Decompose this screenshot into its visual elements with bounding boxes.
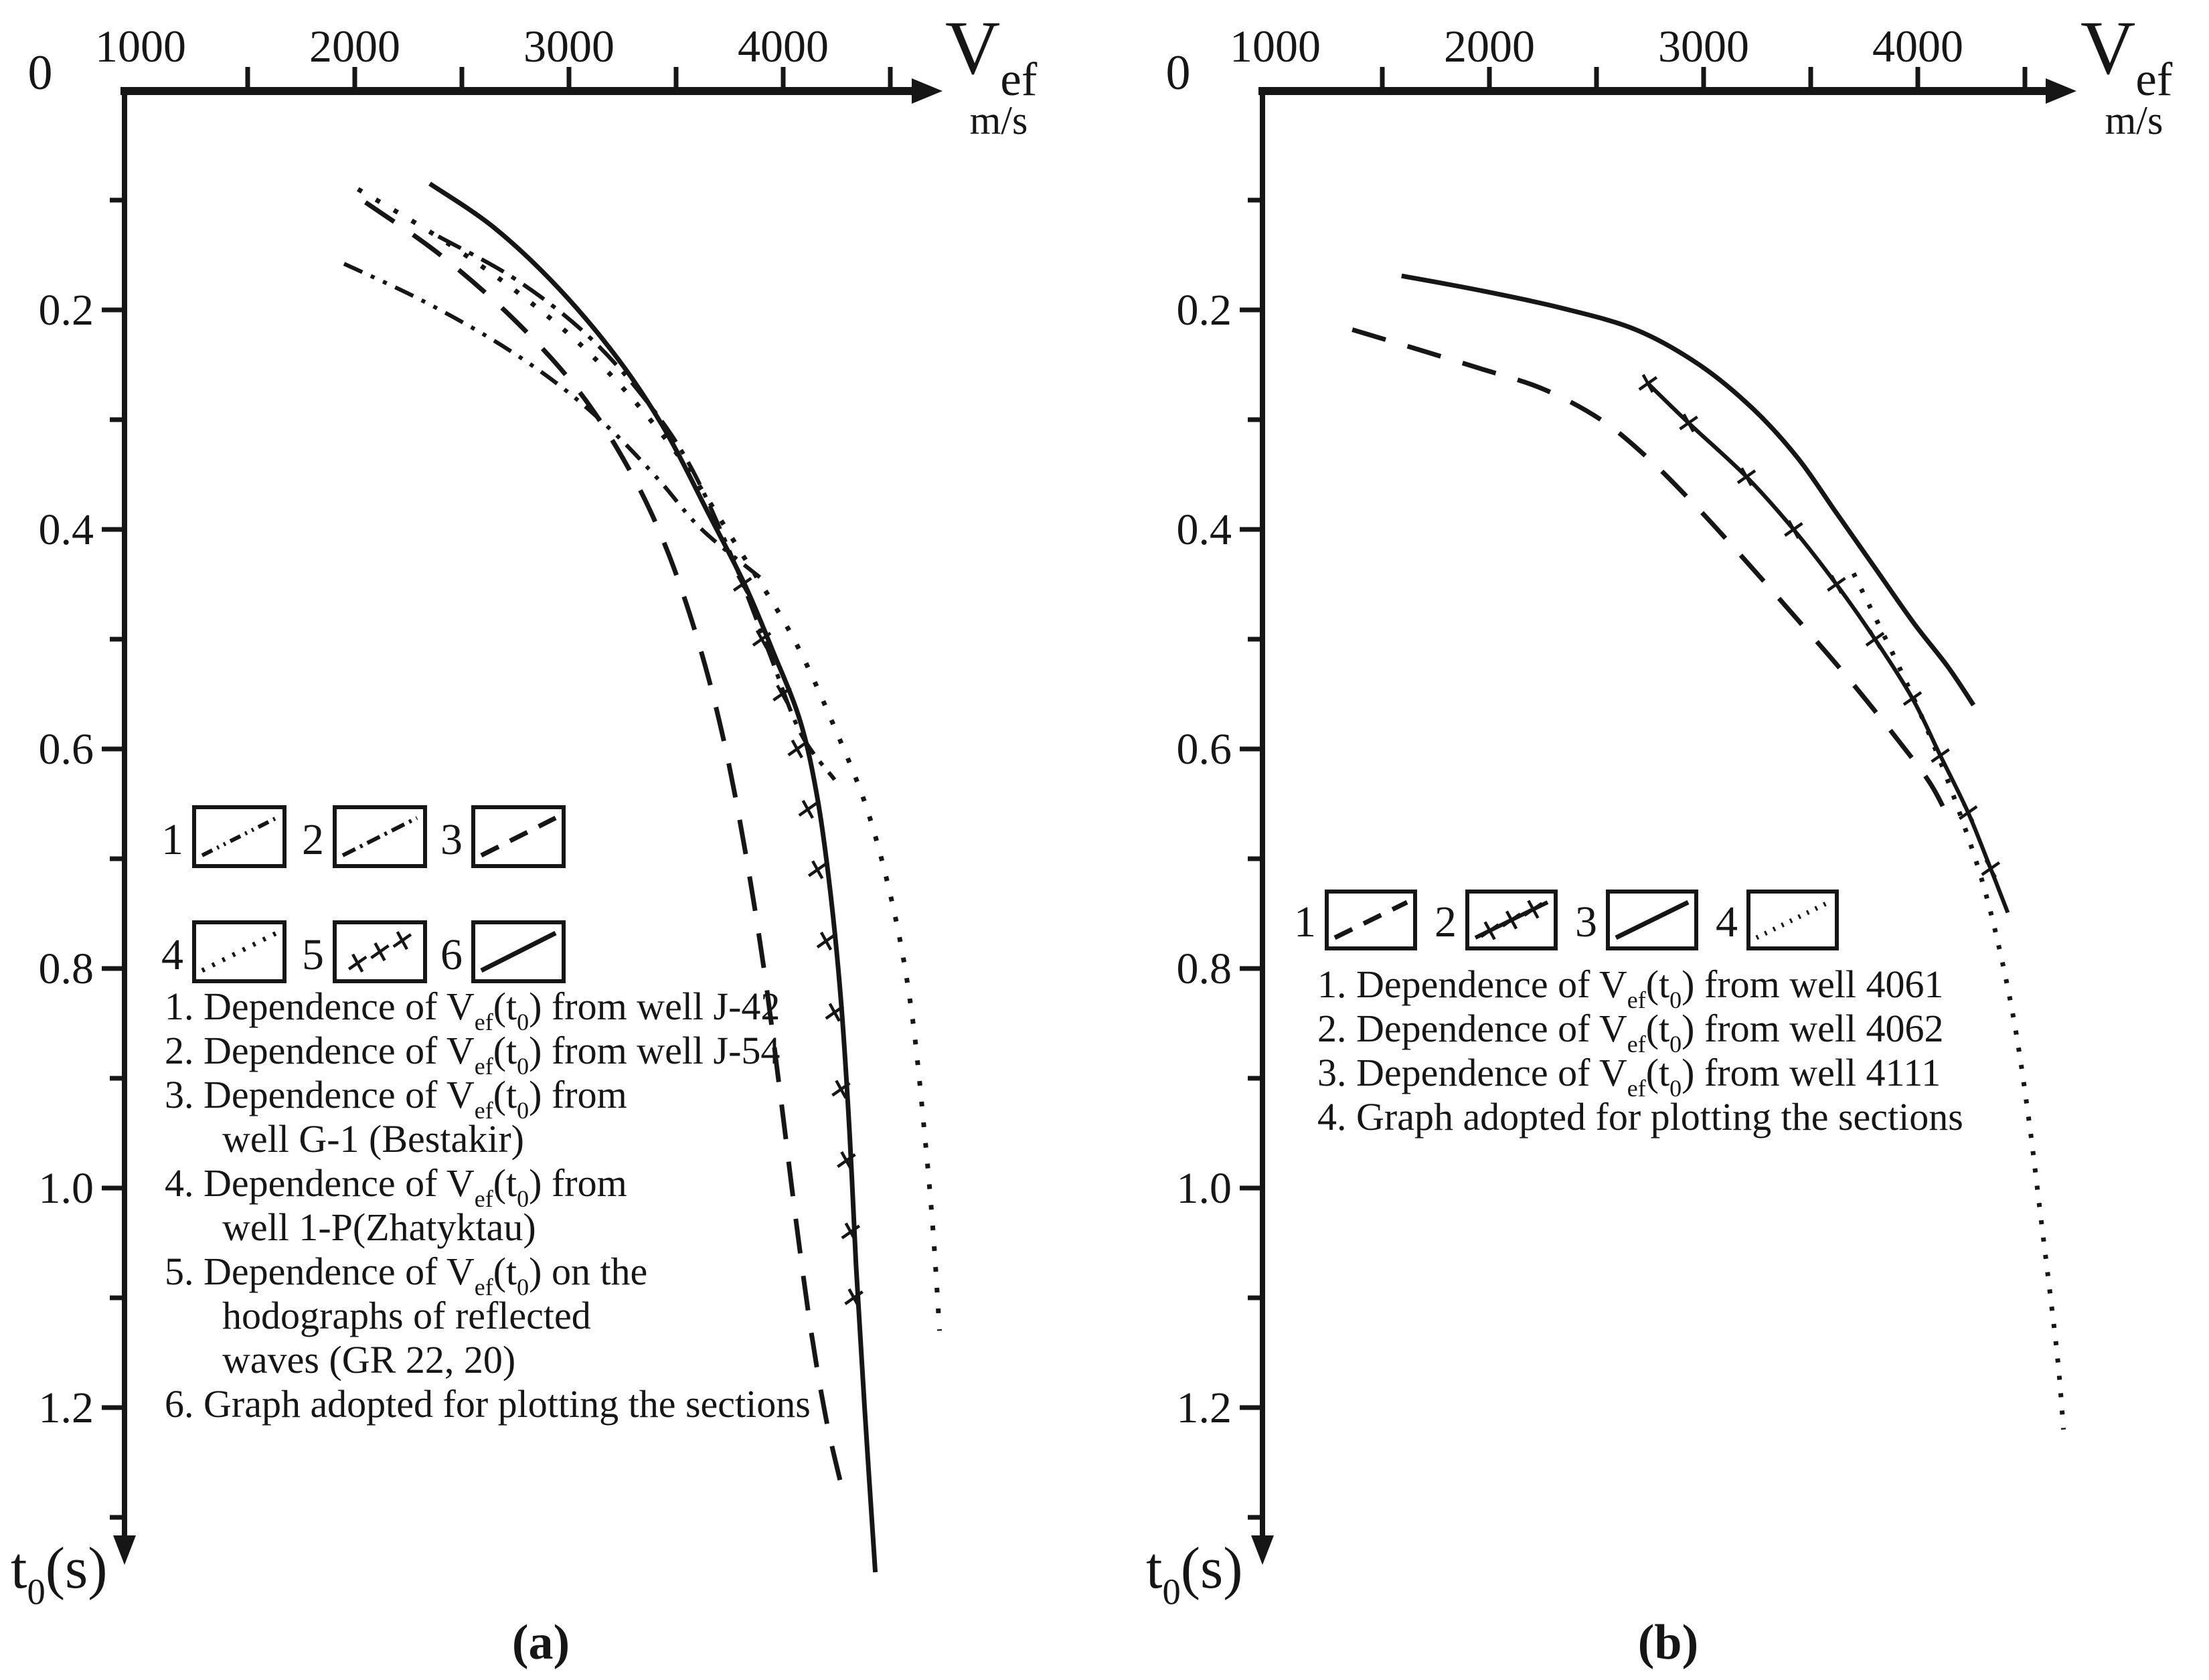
legend-sample-x — [375, 943, 384, 960]
y-axis-title: $t_0(s)$ — [11, 1535, 108, 1612]
panel-caption-a: (a) — [511, 1615, 570, 1670]
x-axis-arrowhead — [2046, 78, 2076, 104]
legend-sample-line — [1335, 902, 1407, 938]
x-axis-unit: m/s — [969, 98, 1028, 143]
legend-sample-line — [1756, 902, 1829, 938]
x-tick-label: 1000 — [1230, 21, 1321, 72]
x-tick-label: 2000 — [1444, 21, 1535, 72]
y-tick-label: 0.6 — [1176, 725, 1232, 774]
x-marker — [1963, 804, 1973, 821]
legend-item-number: 3 — [440, 815, 463, 864]
y-axis-arrowhead — [1251, 1535, 1274, 1565]
series-b2-curve — [1648, 384, 2008, 913]
y-tick-label: 1.2 — [1176, 1383, 1232, 1432]
x-tick-label: 3000 — [523, 21, 615, 72]
y-tick-label: 0.2 — [1176, 286, 1232, 335]
x-tick-label: 2000 — [309, 21, 400, 72]
note-line: 3. Dependence of $V_{ef}(t_0)$ from — [165, 1072, 627, 1124]
panel-caption-b: (b) — [1637, 1615, 1699, 1670]
origin-label: 0 — [1165, 46, 1191, 100]
legend-sample-line — [202, 818, 276, 855]
series-a5-markers — [734, 576, 862, 1307]
legend-item-number: 5 — [302, 930, 324, 979]
y-axis-title: $t_0(s)$ — [1146, 1535, 1243, 1612]
series-group-b — [1352, 276, 2063, 1430]
series-b1-curve — [1352, 330, 1952, 826]
note-line: 2. Dependence of $V_{ef}(t_0)$ from well 4062 — [1317, 1006, 1944, 1058]
legend-item-number: 6 — [440, 930, 463, 979]
x-marker — [1831, 576, 1841, 593]
legend-item-box — [194, 922, 284, 981]
panel-a — [11, 5, 1038, 1670]
x-marker — [1789, 521, 1798, 538]
note-line: 3. Dependence of $V_{ef}(t_0)$ from well 4111 — [1317, 1050, 1941, 1102]
notes-b — [1317, 962, 1963, 1139]
legend-item-number: 1 — [161, 815, 183, 864]
legend-item-number: 2 — [1435, 898, 1457, 946]
note-line: 6. Graph adopted for plotting the sections — [165, 1382, 811, 1426]
x-marker — [1643, 375, 1653, 392]
y-tick-label: 0.4 — [1176, 505, 1232, 554]
legend-item-number: 4 — [1716, 898, 1738, 946]
y-axis-arrowhead — [113, 1535, 136, 1565]
y-tick-label: 0.8 — [38, 944, 94, 993]
x-tick-label: 3000 — [1658, 21, 1749, 72]
legend-sample-line — [481, 818, 556, 855]
note-line: well 1-P(Zhatyktau) — [222, 1205, 536, 1249]
note-line: well G-1 (Bestakir) — [222, 1117, 524, 1161]
x-marker — [1986, 860, 1995, 877]
note-line: 1. Dependence of $V_{ef}(t_0)$ from well J-42 — [165, 984, 781, 1036]
legend-b — [1294, 892, 1837, 948]
x-axis-title: $V_{ef}$ — [945, 5, 1038, 106]
panel-b — [1146, 5, 2173, 1670]
legend-sample-line — [1616, 902, 1688, 938]
x-tick-label: 4000 — [738, 21, 829, 72]
note-line: 1. Dependence of $V_{ef}(t_0)$ from well 4061 — [1317, 962, 1944, 1014]
x-marker — [803, 801, 813, 818]
y-tick-label: 0.2 — [38, 286, 94, 335]
series-a1-curve — [344, 264, 762, 579]
legend-item-number: 2 — [302, 815, 324, 864]
legend-a — [161, 807, 564, 981]
legend-item-box — [335, 807, 425, 866]
x-marker — [1870, 631, 1880, 648]
x-marker — [813, 861, 822, 878]
legend-sample-x — [353, 954, 362, 972]
y-tick-label: 1.0 — [38, 1164, 94, 1213]
x-marker — [830, 1004, 839, 1021]
x-axis-unit: m/s — [2105, 98, 2163, 143]
legend-sample-line — [202, 933, 276, 971]
y-tick-label: 0.4 — [38, 505, 94, 554]
x-marker — [1742, 468, 1751, 485]
notes-a — [165, 985, 811, 1426]
x-marker — [821, 932, 831, 950]
legend-item-number: 4 — [161, 930, 183, 979]
x-marker — [1684, 414, 1693, 432]
x-axis-arrowhead — [912, 78, 943, 104]
x-marker — [793, 740, 802, 758]
note-line: 2. Dependence of $V_{ef}(t_0)$ from well J-54 — [165, 1028, 781, 1080]
x-axis-title: $V_{ef}$ — [2080, 5, 2173, 106]
note-line: 4. Graph adopted for plotting the sections — [1317, 1095, 1963, 1139]
legend-item-number: 3 — [1575, 898, 1597, 946]
y-tick-label: 1.2 — [38, 1383, 94, 1432]
legend-item-box — [1748, 892, 1837, 948]
legend-item-number: 1 — [1294, 898, 1316, 946]
y-tick-label: 1.0 — [1176, 1164, 1232, 1213]
note-line: hodographs of reflected — [222, 1294, 591, 1337]
x-tick-label: 4000 — [1872, 21, 1963, 72]
legend-sample-x — [398, 932, 407, 949]
note-line: waves (GR 22, 20) — [222, 1338, 516, 1381]
legend-sample-line — [481, 933, 556, 971]
y-tick-label: 0.8 — [1176, 944, 1232, 993]
y-tick-label: 0.6 — [38, 725, 94, 774]
note-line: 5. Dependence of $V_{ef}(t_0)$ on the — [165, 1249, 648, 1301]
origin-label: 0 — [27, 46, 53, 100]
series-b3-curve — [1402, 276, 1973, 705]
x-tick-label: 1000 — [95, 21, 186, 72]
series-b2-markers — [1639, 375, 1999, 877]
legend-sample-line — [343, 818, 417, 855]
note-line: 4. Dependence of $V_{ef}(t_0)$ from — [165, 1161, 627, 1213]
